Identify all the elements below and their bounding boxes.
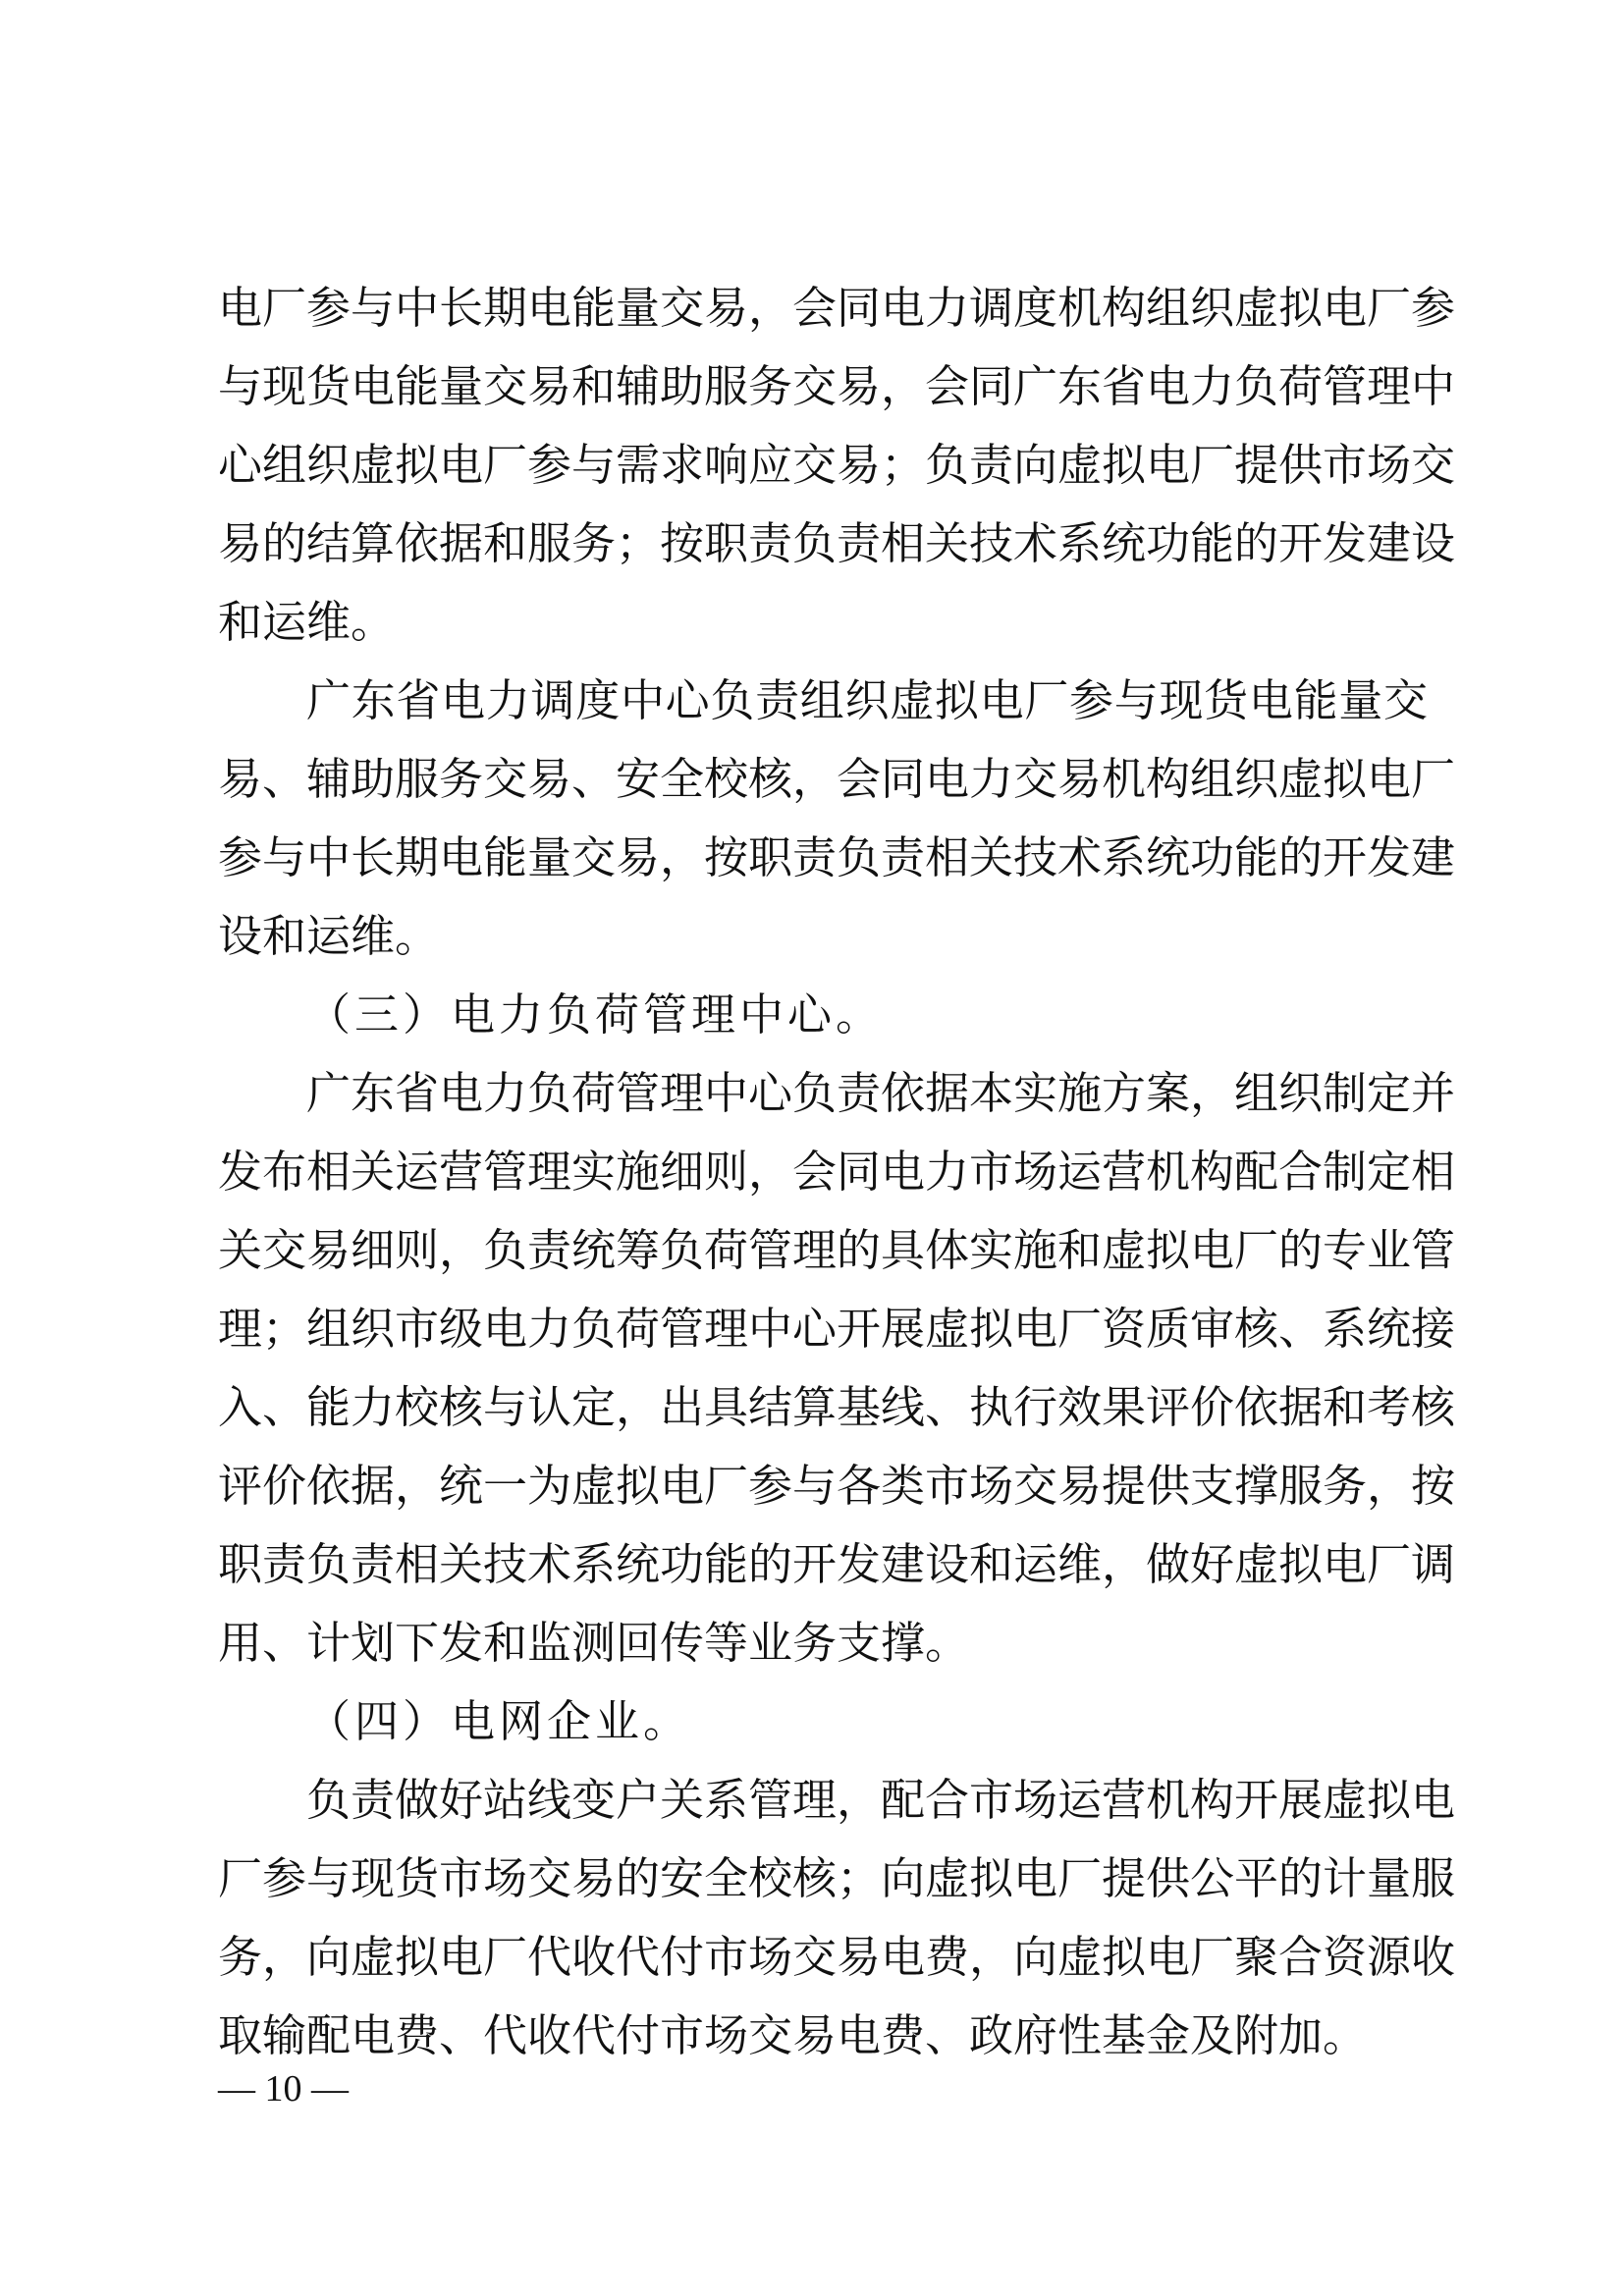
paragraph-line: 和运维。 — [218, 596, 396, 648]
paragraph-line: 厂参与现货市场交易的安全校核；向虚拟电厂提供公平的计量服 — [218, 1852, 1456, 1904]
paragraph-line: 易、辅助服务交易、安全校核，会同电力交易机构组织虚拟电厂 — [218, 753, 1456, 805]
paragraph-line: 用、计划下发和监测回传等业务支撑。 — [218, 1617, 970, 1669]
paragraph-line: 与现货电能量交易和辅助服务交易，会同广东省电力负荷管理中 — [218, 360, 1456, 412]
paragraph-line: 广东省电力调度中心负责组织虚拟电厂参与现货电能量交 — [306, 674, 1428, 726]
paragraph-line: 易的结算依据和服务；按职责负责相关技术系统功能的开发建设 — [218, 517, 1456, 569]
paragraph-line: 电厂参与中长期电能量交易，会同电力调度机构组织虚拟电厂参 — [218, 282, 1456, 334]
paragraph-line: 取输配电费、代收代付市场交易电费、政府性基金及附加。 — [218, 2009, 1368, 2061]
paragraph-line: 心组织虚拟电厂参与需求响应交易；负责向虚拟电厂提供市场交 — [218, 439, 1456, 491]
paragraph-line: 设和运维。 — [218, 910, 440, 962]
paragraph-line: 职责负责相关技术系统功能的开发建设和运维，做好虚拟电厂调 — [218, 1538, 1456, 1590]
section-heading: （三）电力负荷管理中心。 — [306, 988, 885, 1041]
paragraph-line: 务，向虚拟电厂代收代付市场交易电费，向虚拟电厂聚合资源收 — [218, 1931, 1456, 1983]
paragraph-line: 发布相关运营管理实施细则，会同电力市场运营机构配合制定相 — [218, 1146, 1456, 1198]
page-number: — 10 — — [218, 2068, 349, 2109]
section-heading: （四）电网企业。 — [306, 1695, 692, 1747]
paragraph-line: 负责做好站线变户关系管理，配合市场运营机构开展虚拟电 — [306, 1774, 1456, 1826]
paragraph-line: 评价依据，统一为虚拟电厂参与各类市场交易提供支撑服务，按 — [218, 1460, 1456, 1512]
paragraph-line: 参与中长期电能量交易，按职责负责相关技术系统功能的开发建 — [218, 831, 1456, 883]
paragraph-line: 理；组织市级电力负荷管理中心开展虚拟电厂资质审核、系统接 — [218, 1303, 1456, 1355]
paragraph-line: 入、能力校核与认定，出具结算基线、执行效果评价依据和考核 — [218, 1381, 1456, 1433]
paragraph-line: 广东省电力负荷管理中心负责依据本实施方案，组织制定并 — [306, 1067, 1456, 1119]
paragraph-line: 关交易细则，负责统筹负荷管理的具体实施和虚拟电厂的专业管 — [218, 1224, 1456, 1276]
